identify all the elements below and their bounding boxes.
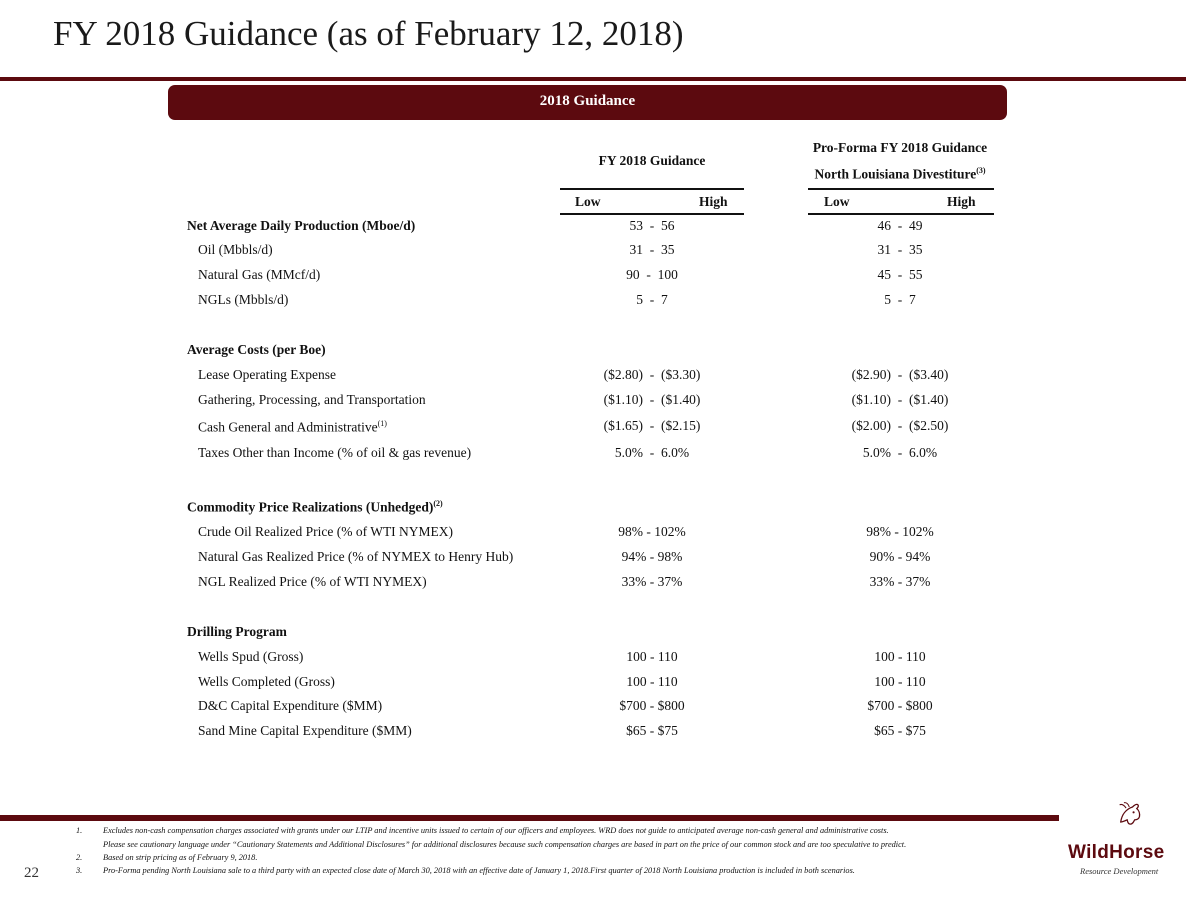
horse-head-icon [1110, 800, 1170, 844]
footer-divider [0, 815, 1059, 821]
row-label: NGLs (Mbbls/d) [198, 292, 289, 307]
row-pf-value: $65 - $75 [874, 723, 926, 738]
row-fy-value: 98% - 102% [618, 524, 686, 539]
footnote-text: Pro-Forma pending North Louisiana sale to a third party with an expected close date of March 30, 2018 with an effective date of January 1, 2018.First quarter of 2018 North Louisiana production is included in both scenarios. [103, 866, 855, 875]
row-fy-value: 100 - 110 [626, 674, 678, 689]
pf-low-label: Low [824, 194, 850, 209]
row-fy-value: ($1.10) - ($1.40) [603, 392, 701, 407]
page-number: 22 [24, 865, 39, 881]
proforma-subheader-text: North Louisiana Divestiture [814, 166, 977, 182]
row-label-text: Cash General and Administrative [198, 419, 378, 435]
footnote-number: 1. [76, 826, 83, 835]
footnote-text: Please see cautionary language under “Cautionary Statements and Additional Disclosures” for additional disclosures because such compensation charges are based in part on the price of our common stock and are too speculative to predict. [103, 840, 907, 849]
footnote-ref-2: (2) [433, 499, 443, 508]
row-label: Natural Gas Realized Price (% of NYMEX to Henry Hub) [198, 549, 514, 564]
row-pf-value: 100 - 110 [874, 674, 926, 689]
logo-wordmark: WildHorse [1068, 842, 1165, 863]
section-drilling-heading: Drilling Program [187, 624, 287, 639]
row-pf-value: 33% - 37% [869, 574, 931, 589]
section-commodity-heading [187, 499, 443, 516]
row-label: Lease Operating Expense [198, 367, 336, 382]
row-pf-value: 98% - 102% [866, 524, 934, 539]
row-fy-value: ($1.65) - ($2.15) [603, 418, 701, 433]
row-fy-value: 100 - 110 [626, 649, 678, 664]
row-label: Wells Completed (Gross) [198, 674, 335, 689]
row-fy-value: ($2.80) - ($3.30) [603, 367, 701, 382]
production-pf-value: 46 - 49 [877, 218, 923, 233]
row-pf-value: ($1.10) - ($1.40) [851, 392, 949, 407]
row-pf-value: 5.0% - 6.0% [862, 445, 938, 460]
row-pf-value: 31 - 35 [877, 242, 923, 257]
row-label: Wells Spud (Gross) [198, 649, 304, 664]
row-fy-value: $65 - $75 [626, 723, 678, 738]
logo-tagline: Resource Development [1080, 866, 1159, 876]
footnote-text: Based on strip pricing as of February 9, 2018. [103, 853, 258, 862]
row-fy-value: 5.0% - 6.0% [614, 445, 690, 460]
row-fy-value: $700 - $800 [619, 698, 685, 713]
row-pf-value: 45 - 55 [877, 267, 923, 282]
row-pf-value: $700 - $800 [867, 698, 933, 713]
pf-high-label: High [947, 194, 976, 209]
fy-column-header: FY 2018 Guidance [598, 153, 706, 168]
guidance-banner: 2018 Guidance [168, 85, 1007, 120]
proforma-header-underline [808, 213, 994, 215]
production-fy-value: 53 - 56 [629, 218, 675, 233]
section-costs-heading: Average Costs (per Boe) [187, 342, 326, 357]
row-label: Natural Gas (MMcf/d) [198, 267, 321, 282]
row-pf-value: 5 - 7 [884, 292, 916, 307]
footnote-text: Excludes non-cash compensation charges associated with grants under our LTIP and incentive units issued to certain of our officers and employees. WRD does not guide to anticipated average non-cash general and administrative costs. [103, 826, 889, 835]
row-label: Oil (Mbbls/d) [198, 242, 273, 257]
row-pf-value: 100 - 110 [874, 649, 926, 664]
footnote-number: 3. [76, 866, 83, 875]
fy-header-top-rule [560, 188, 744, 190]
fy-header-underline [560, 213, 744, 215]
proforma-header-top-rule [808, 188, 994, 190]
row-label-with-note [198, 419, 387, 436]
proforma-column-header: Pro-Forma FY 2018 Guidance [812, 140, 988, 155]
row-label: Sand Mine Capital Expenditure ($MM) [198, 723, 412, 738]
section-commodity-text: Commodity Price Realizations (Unhedged) [187, 499, 434, 515]
row-label: NGL Realized Price (% of WTI NYMEX) [198, 574, 427, 589]
row-label: Crude Oil Realized Price (% of WTI NYMEX) [198, 524, 454, 539]
proforma-column-subheader [800, 166, 1000, 183]
row-fy-value: 33% - 37% [621, 574, 683, 589]
row-fy-value: 5 - 7 [636, 292, 668, 307]
title-divider [0, 77, 1186, 81]
row-pf-value: 90% - 94% [869, 549, 931, 564]
footnote-ref-1: (1) [377, 419, 387, 428]
fy-low-label: Low [575, 194, 601, 209]
page-title: FY 2018 Guidance (as of February 12, 2018) [53, 14, 684, 53]
section-production-heading: Net Average Daily Production (Mboe/d) [187, 218, 416, 233]
fy-high-label: High [699, 194, 728, 209]
row-fy-value: 90 - 100 [626, 267, 678, 282]
row-fy-value: 94% - 98% [621, 549, 683, 564]
row-label: Gathering, Processing, and Transportation [198, 392, 426, 407]
row-pf-value: ($2.00) - ($2.50) [851, 418, 949, 433]
footnote-ref-3: (3) [976, 166, 986, 175]
row-pf-value: ($2.90) - ($3.40) [851, 367, 949, 382]
row-label: D&C Capital Expenditure ($MM) [198, 698, 383, 713]
footnote-number: 2. [76, 853, 83, 862]
row-fy-value: 31 - 35 [629, 242, 675, 257]
row-label: Taxes Other than Income (% of oil & gas revenue) [198, 445, 472, 460]
